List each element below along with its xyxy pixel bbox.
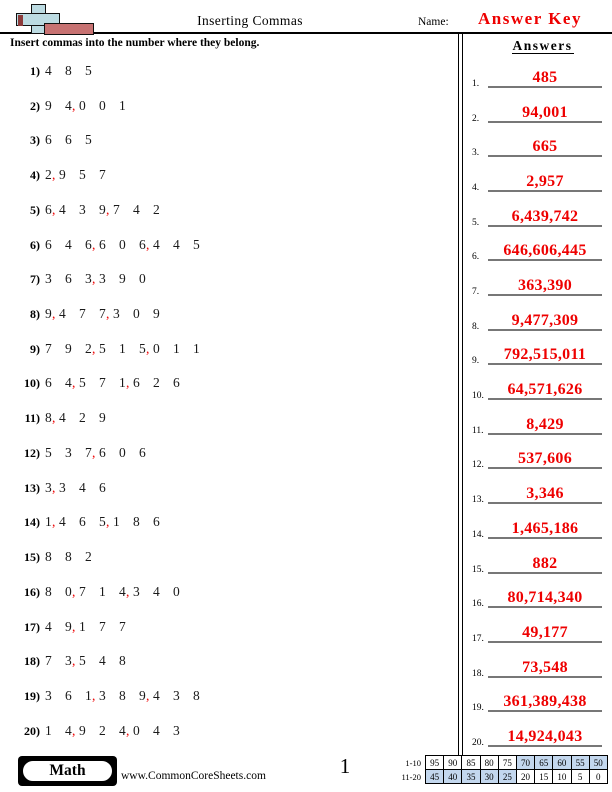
problem-digit: 7 — [99, 306, 106, 322]
problem-number: 4) — [30, 168, 40, 183]
website-text: www.CommonCoreSheets.com — [121, 770, 266, 782]
problem-digit: 3 — [113, 306, 120, 322]
score-cell: 10 — [553, 770, 571, 784]
problem-number: 6) — [30, 237, 40, 252]
problem-digit: 9 — [45, 306, 52, 322]
problem-digit: 3 — [45, 687, 52, 703]
answer-row — [468, 445, 612, 469]
problem-digit: 6 — [133, 375, 140, 391]
answer-number: 17. — [472, 633, 484, 644]
answer-row — [468, 133, 612, 157]
problem-digit: 7 — [99, 375, 106, 391]
problem-digit: 6 — [45, 375, 52, 391]
answer-value: 8,429 — [526, 415, 564, 433]
problem-digit: 1 — [45, 514, 52, 530]
problem-number: 13) — [24, 480, 40, 495]
problem-number: 16) — [24, 584, 40, 599]
problem-digit: 4 — [119, 583, 126, 599]
problem-digit: 4 — [59, 410, 66, 426]
answer-number: 15. — [472, 564, 484, 575]
problem-number: 17) — [24, 619, 40, 634]
problem-digit: 8 — [133, 514, 140, 530]
problem-number: 18) — [24, 654, 40, 669]
answer-number: 18. — [472, 668, 484, 679]
problem-digit: 4 — [153, 722, 160, 738]
score-cell: 70 — [516, 756, 534, 770]
score-cell: 60 — [553, 756, 571, 770]
problem-digit: 2 — [85, 340, 92, 356]
problem-digit: 4 — [59, 306, 66, 322]
answers-heading: Answers — [512, 38, 573, 53]
score-table — [391, 755, 608, 784]
problem-number: 2) — [30, 98, 40, 113]
problem-digit: 3 — [79, 201, 86, 217]
score-cell: 75 — [498, 756, 516, 770]
problem-digit: 4 — [65, 97, 72, 113]
score-cell: 5 — [571, 770, 589, 784]
problem-digit: 6 — [85, 236, 92, 252]
problem-number: 5) — [30, 202, 40, 217]
score-cell: 85 — [462, 756, 480, 770]
answer-row — [468, 411, 612, 435]
problem-digit: 1 — [193, 340, 200, 356]
problem-digit: 4 — [59, 514, 66, 530]
answer-row — [468, 376, 612, 400]
problem-digit: 8 — [45, 583, 52, 599]
problem-digit: 3 — [99, 687, 106, 703]
problem-digit: 0 — [65, 583, 72, 599]
problem-digit: 0 — [153, 340, 160, 356]
problem-digit: 3 — [99, 271, 106, 287]
problem-digit: 6 — [65, 687, 72, 703]
problem-digit: 4 — [119, 722, 126, 738]
answer-row — [468, 272, 612, 296]
problem-digit: 4 — [45, 618, 52, 634]
problem-digit: 4 — [79, 479, 86, 495]
problem-digit: 4 — [99, 653, 106, 669]
problem-digit: 3 — [45, 271, 52, 287]
answer-value: 792,515,011 — [503, 346, 587, 364]
problem-digit: 6 — [65, 132, 72, 148]
problem-digit: 1 — [173, 340, 180, 356]
problem-digit: 7 — [45, 340, 52, 356]
problem-digit: 7 — [79, 306, 86, 322]
problem-digits — [45, 549, 105, 565]
problem-digit: 8 — [45, 410, 52, 426]
brick-icon — [44, 23, 94, 35]
problem-digits: 1 4, 9 2 4, 0 4 3 — [45, 723, 193, 739]
problem-digit: 0 — [133, 722, 140, 738]
problem-number: 14) — [24, 515, 40, 530]
answer-value: 9,477,309 — [511, 311, 579, 329]
answer-number: 3. — [472, 148, 480, 159]
score-cell: 20 — [516, 770, 534, 784]
problem-number: 7) — [30, 272, 40, 287]
problem-digit: 3 — [45, 479, 52, 495]
problem-digits: 3 6 1, 3 8 9, 4 3 8 — [45, 688, 213, 704]
problem-digit: 9 — [153, 306, 160, 322]
problem-digit: 6 — [45, 236, 52, 252]
answer-value: 2,957 — [526, 173, 564, 191]
problem-digit: 1 — [99, 583, 106, 599]
score-range-label: 11-20 — [401, 771, 421, 782]
answer-row — [468, 480, 612, 504]
score-row — [391, 756, 607, 770]
problem-digit: 2 — [79, 410, 86, 426]
problem-digit: 7 — [79, 583, 86, 599]
name-label: Name: — [418, 16, 449, 28]
problem-digits: 8, 4 2 9 — [45, 410, 119, 426]
problem-digit: 9 — [99, 410, 106, 426]
score-cell: 95 — [426, 756, 444, 770]
problem-digits: 9 4, 0 0 1 — [45, 98, 139, 114]
problem-digit: 4 — [153, 583, 160, 599]
answer-row — [468, 237, 612, 261]
problem-digit: 9 — [65, 340, 72, 356]
problem-digit: 8 — [119, 653, 126, 669]
commoncoresheets-logo — [0, 0, 100, 36]
score-cell: 65 — [535, 756, 553, 770]
answer-row — [468, 168, 612, 192]
answer-value: 665 — [532, 138, 558, 156]
answer-value: 882 — [532, 554, 558, 572]
problem-digits: 9, 4 7 7, 3 0 9 — [45, 306, 173, 322]
page-number: 1 — [339, 754, 351, 778]
score-row — [391, 770, 607, 784]
problem-number: 20) — [24, 723, 40, 738]
problem-digit: 7 — [45, 653, 52, 669]
answer-row — [468, 723, 612, 747]
answer-row — [468, 515, 612, 539]
problem-digit: 3 — [59, 479, 66, 495]
answer-number: 10. — [472, 391, 484, 402]
score-cell: 80 — [480, 756, 498, 770]
answer-value: 64,571,626 — [507, 381, 583, 399]
problem-digit: 6 — [99, 236, 106, 252]
problem-number: 3) — [30, 133, 40, 148]
answer-number: 13. — [472, 495, 484, 506]
problem-digit: 5 — [99, 340, 106, 356]
problem-digit: 3 — [65, 653, 72, 669]
problem-digit: 6 — [79, 514, 86, 530]
problem-digits: 6 4, 5 7 1, 6 2 6 — [45, 375, 193, 391]
problem-digit: 0 — [99, 97, 106, 113]
problem-digit: 6 — [99, 444, 106, 460]
answer-row — [468, 64, 612, 88]
problem-digit: 6 — [153, 514, 160, 530]
problem-digit: 3 — [85, 271, 92, 287]
page-title: Inserting Commas — [197, 13, 303, 28]
problem-digit: 0 — [79, 97, 86, 113]
problem-digit: 9 — [139, 687, 146, 703]
problem-digit: 5 — [85, 132, 92, 148]
score-cell: 90 — [444, 756, 462, 770]
column-divider — [458, 34, 463, 755]
answer-number: 7. — [472, 287, 480, 298]
score-cell: 0 — [589, 770, 607, 784]
answer-key-text: Answer Key — [478, 9, 582, 28]
problem-digit: 8 — [119, 687, 126, 703]
answer-value: 6,439,742 — [511, 207, 579, 225]
score-cell: 55 — [571, 756, 589, 770]
problem-number: 1) — [30, 64, 40, 78]
problem-digit: 0 — [119, 444, 126, 460]
problem-digit: 2 — [153, 201, 160, 217]
answer-row — [468, 654, 612, 678]
problem-digit: 5 — [79, 167, 86, 183]
problem-digit: 1 — [119, 340, 126, 356]
score-cell: 25 — [498, 770, 516, 784]
subject-label: Math — [21, 759, 114, 783]
problem-digits: 4 9, 1 7 7 — [45, 619, 139, 635]
problem-digit: 2 — [45, 167, 52, 183]
problem-digit: 6 — [45, 201, 52, 217]
answer-value: 485 — [532, 69, 558, 86]
problem-digit: 4 — [133, 201, 140, 217]
answer-row — [468, 688, 612, 712]
problem-digit: 1 — [119, 97, 126, 113]
problem-digit: 6 — [173, 375, 180, 391]
problem-digit: 7 — [119, 618, 126, 634]
problem-digits — [45, 63, 105, 79]
answer-value: 3,346 — [526, 485, 564, 503]
problem-digit: 4 — [173, 236, 180, 252]
problem-number: 8) — [30, 307, 40, 322]
answer-number: 16. — [472, 599, 484, 610]
problem-digits: 8 0, 7 1 4, 3 4 0 — [45, 584, 193, 600]
answer-value: 49,177 — [522, 623, 568, 641]
problem-digit: 5 — [193, 236, 200, 252]
problem-digit: 2 — [99, 722, 106, 738]
problem-digits: 6, 4 3 9, 7 4 2 — [45, 202, 173, 218]
problem-digit: 5 — [139, 340, 146, 356]
plus-icon-tip — [18, 15, 23, 26]
answer-row — [468, 550, 612, 574]
answer-value: 646,606,445 — [503, 242, 587, 260]
problem-digit: 3 — [65, 444, 72, 460]
problem-digits: 6 4 6, 6 0 6, 4 4 5 — [45, 237, 213, 253]
problem-number: 19) — [24, 688, 40, 703]
problem-digit: 4 — [59, 201, 66, 217]
answer-number: 1. — [472, 79, 480, 89]
problem-number: 10) — [24, 376, 40, 391]
answer-row — [468, 584, 612, 608]
problem-digits — [45, 132, 105, 148]
answer-number: 11. — [472, 425, 484, 436]
problem-digit: 5 — [45, 444, 52, 460]
answer-number: 8. — [472, 321, 480, 332]
answer-number: 2. — [472, 113, 480, 124]
answer-row — [468, 341, 612, 365]
problem-digit: 9 — [119, 271, 126, 287]
answer-value: 537,606 — [517, 450, 573, 468]
problem-digit: 4 — [65, 236, 72, 252]
problem-digits: 1, 4 6 5, 1 8 6 — [45, 514, 173, 530]
problem-digit: 6 — [139, 444, 146, 460]
problem-digit: 8 — [65, 549, 72, 565]
problem-digit: 5 — [79, 375, 86, 391]
problem-number: 15) — [24, 550, 40, 565]
problem-digits: 3 6 3, 3 9 0 — [45, 271, 159, 287]
problem-digit: 4 — [45, 63, 52, 78]
answer-value: 361,389,438 — [503, 693, 587, 711]
answer-row — [468, 203, 612, 227]
problem-digit: 5 — [79, 653, 86, 669]
score-cell: 45 — [426, 770, 444, 784]
problem-digit: 1 — [113, 514, 120, 530]
answer-number: 19. — [472, 703, 484, 714]
score-cell: 50 — [589, 756, 607, 770]
problem-number: 12) — [24, 445, 40, 460]
problem-digit: 5 — [99, 514, 106, 530]
answer-value: 94,001 — [522, 103, 568, 121]
subject-badge — [18, 756, 117, 786]
score-cell: 40 — [444, 770, 462, 784]
problem-digit: 4 — [65, 722, 72, 738]
problem-digit: 9 — [45, 97, 52, 113]
problem-digit: 0 — [173, 583, 180, 599]
problem-digit: 3 — [173, 722, 180, 738]
answer-number: 9. — [472, 356, 480, 367]
answer-value: 73,548 — [522, 658, 568, 676]
problem-digit: 9 — [65, 618, 72, 634]
problem-digit: 6 — [99, 479, 106, 495]
problem-digit: 3 — [173, 687, 180, 703]
problem-digit: 3 — [133, 583, 140, 599]
score-cell: 15 — [535, 770, 553, 784]
answer-number: 14. — [472, 529, 484, 540]
problem-digit: 6 — [65, 271, 72, 287]
problem-number: 9) — [30, 341, 40, 356]
problem-digit: 0 — [139, 271, 146, 287]
answer-number: 12. — [472, 460, 484, 471]
problem-digit: 7 — [113, 201, 120, 217]
problem-digit: 0 — [119, 236, 126, 252]
answer-number: 4. — [472, 183, 480, 194]
problem-digit: 9 — [79, 722, 86, 738]
answer-row — [468, 307, 612, 331]
problem-digit: 7 — [99, 167, 106, 183]
problem-digit: 2 — [85, 549, 92, 565]
answer-row — [468, 99, 612, 123]
problem-digit: 1 — [45, 722, 52, 738]
problem-digit: 9 — [59, 167, 66, 183]
answer-value: 14,924,043 — [507, 727, 583, 745]
problem-digit: 6 — [45, 132, 52, 148]
problem-digits: 2, 9 5 7 — [45, 167, 119, 183]
problem-digit: 2 — [153, 375, 160, 391]
problem-digit: 8 — [65, 63, 72, 78]
problem-digit: 8 — [193, 687, 200, 703]
problem-digits: 7 9 2, 5 1 5, 0 1 1 — [45, 341, 213, 357]
problem-digit: 4 — [153, 687, 160, 703]
answer-number: 6. — [472, 252, 480, 263]
problem-digit: 1 — [79, 618, 86, 634]
problem-digit: 1 — [85, 687, 92, 703]
answer-number: 20. — [472, 737, 484, 748]
instruction-text: Insert commas into the number where they belong. — [10, 37, 260, 49]
problem-digit: 4 — [153, 236, 160, 252]
problem-digit: 6 — [139, 236, 146, 252]
answer-row — [468, 619, 612, 643]
problem-digits: 7 3, 5 4 8 — [45, 653, 139, 669]
problem-digit: 7 — [85, 444, 92, 460]
problem-digit: 1 — [119, 375, 126, 391]
answer-value: 80,714,340 — [507, 589, 583, 607]
score-cell: 30 — [480, 770, 498, 784]
problem-digit: 7 — [99, 618, 106, 634]
problem-digit: 5 — [85, 63, 92, 78]
problem-number: 11) — [24, 411, 40, 426]
score-cell: 35 — [462, 770, 480, 784]
answer-value: 1,465,186 — [511, 519, 579, 537]
problem-digits: 3, 3 4 6 — [45, 480, 119, 496]
problem-digit: 9 — [99, 201, 106, 217]
score-range-label: 1-10 — [405, 757, 421, 768]
answer-number: 5. — [472, 217, 480, 228]
answer-value: 363,390 — [517, 277, 573, 295]
problem-digits: 5 3 7, 6 0 6 — [45, 445, 159, 461]
problem-digit: 4 — [65, 375, 72, 391]
problem-digit: 0 — [133, 306, 140, 322]
problem-digit: 8 — [45, 549, 52, 565]
